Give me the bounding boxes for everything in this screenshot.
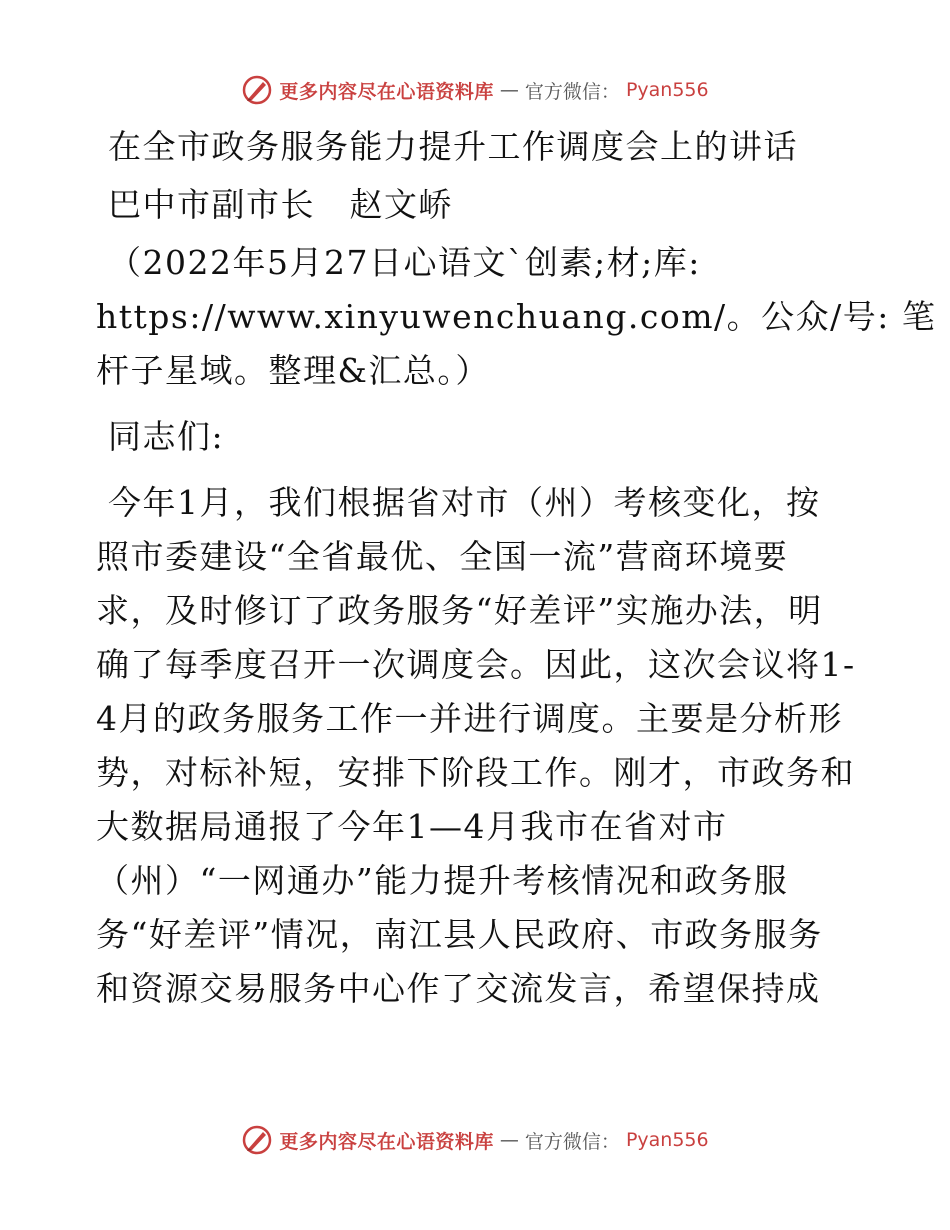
watermark-separator: —	[499, 79, 519, 101]
document-author: 巴中市副市长 赵文峤	[108, 185, 453, 224]
body-paragraph	[96, 476, 856, 1016]
note-line: https://www.xinyuwenchuang.com/。公众/号: 笔	[96, 297, 937, 336]
note-line: （2022年5月27日心语文`创素;材;库:	[108, 243, 701, 282]
document-note	[96, 236, 937, 398]
body-line: 照市委建设“全省最优、全国一流”营商环境要	[96, 537, 789, 576]
body-line: 势，对标补短，安排下阶段工作。刚才，市政务和	[96, 753, 855, 792]
note-line: 杆子星域。整理&汇总。）	[96, 351, 490, 390]
body-line: 务“好差评”情况，南江县人民政府、市政务服务	[96, 915, 823, 954]
watermark-account: Pyan556	[625, 79, 709, 101]
body-line: 今年1月，我们根据省对市（州）考核变化，按	[108, 483, 821, 522]
header-watermark	[0, 70, 950, 110]
document-title: 在全市政务服务能力提升工作调度会上的讲话	[108, 127, 798, 166]
body-line: （州）“一网通办”能力提升考核情况和政务服	[96, 861, 789, 900]
quill-pen-seal-icon	[241, 1124, 273, 1156]
quill-pen-seal-icon	[241, 74, 273, 106]
body-line: 和资源交易服务中心作了交流发言，希望保持成	[96, 969, 821, 1008]
greeting: 同志们:	[108, 417, 225, 456]
watermark-separator: —	[499, 1129, 519, 1151]
watermark-brand: 更多内容尽在心语资料库	[279, 1130, 494, 1153]
watermark-brand: 更多内容尽在心语资料库	[279, 80, 494, 103]
watermark-official-label: 官方微信：	[524, 1130, 620, 1153]
watermark-account: Pyan556	[625, 1129, 709, 1151]
footer-watermark	[0, 1120, 950, 1160]
body-line: 4月的政务服务工作一并进行调度。主要是分析形	[96, 699, 843, 738]
document-body	[96, 120, 937, 1016]
body-line: 求，及时修订了政务服务“好差评”实施办法，明	[96, 591, 823, 630]
watermark-official-label: 官方微信：	[524, 80, 620, 103]
body-line: 确了每季度召开一次调度会。因此，这次会议将1-	[96, 645, 856, 684]
body-line: 大数据局通报了今年1—4月我市在省对市	[96, 807, 728, 846]
